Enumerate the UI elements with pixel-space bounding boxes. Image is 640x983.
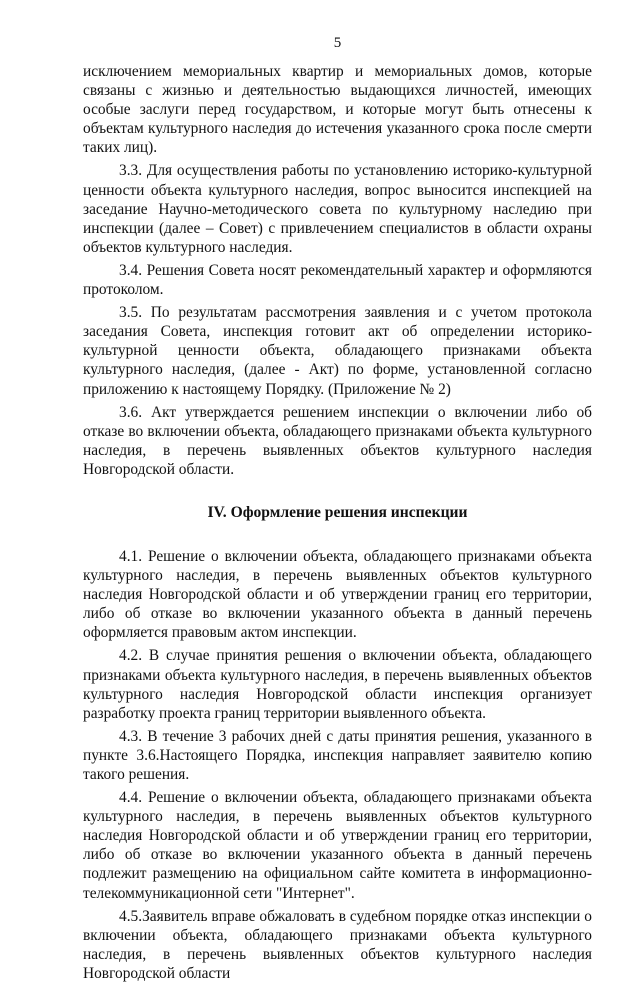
- paragraph-3-5: 3.5. По результатам рассмотрения заявления и с учетом протокола заседания Совета, инспекция готовит акт об определении историко-культурной ценности объекта, обладающего признаками объекта культурного наследия, (далее - Акт) по форме, установленной согласно приложению к настоящему Порядку. (Приложение № 2): [83, 304, 592, 398]
- section-heading-4: IV. Оформление решения инспекции: [207, 503, 468, 521]
- paragraph-4-3: 4.3. В течение 3 рабочих дней с даты принятия решения, указанного в пункте 3.6.Настоящего Порядка, инспекция направляет заявителю копию такого решения.: [83, 727, 592, 783]
- paragraph-4-1: 4.1. Решение о включении объекта, обладающего признаками объекта культурного наследия, в перечень выявленных объектов культурного наследия Новгородской области и об утверждении границ его территории, либо об отказе во включении указанного объекта в данный перечень оформляется правовым актом инспекции.: [83, 547, 592, 642]
- paragraph-4-4: 4.4. Решение о включении объекта, обладающего признаками объекта культурного наследия, в перечень выявленных объектов культурного наследия Новгородской области и об утверждении границ его территории, либо об отказе во включении указанного объекта в данный перечень подлежит размещению на официальном сайте комитета в информационно-телекоммуникационной сети "Интернет".: [83, 789, 592, 902]
- paragraph-3-6: 3.6. Акт утверждается решением инспекции о включении либо об отказе во включении объекта, обладающего признаками объекта культурного наследия, в перечень выявленных объектов культурного наследия Новгородской области.: [83, 403, 592, 478]
- paragraph-continuation: исключением мемориальных квартир и мемориальных домов, которые связаны с жизнью и деятельностью выдающихся личностей, имеющих особые заслуги перед государством, и которые могут быть отнесены к объектам культурного наследия до истечения указанного срока после смерти таких лиц).: [83, 63, 592, 157]
- paragraph-4-2: 4.2. В случае принятия решения о включении объекта, обладающего признаками объекта культурного наследия, в перечень выявленных объектов культурного наследия Новгородской области инспекция организует разработку проекта границ территории выявленного объекта.: [83, 647, 592, 722]
- page-number: 5: [333, 35, 342, 51]
- paragraph-4-5: 4.5.Заявитель вправе обжаловать в судебном порядке отказ инспекции о включении объекта, обладающего признаками объекта культурного наследия, в перечень выявленных объектов культурного наследия Новгородской области: [83, 907, 592, 982]
- paragraph-3-4: 3.4. Решения Совета носят рекомендательный характер и оформляются протоколом.: [83, 261, 592, 299]
- paragraph-3-3: 3.3. Для осуществления работы по установлению историко-культурной ценности объекта культурного наследия, вопрос выносится инспекцией на заседание Научно-методического совета по культурному наследию при инспекции (далее – Совет) с привлечением специалистов в области охраны объектов культурного наследия.: [83, 162, 592, 256]
